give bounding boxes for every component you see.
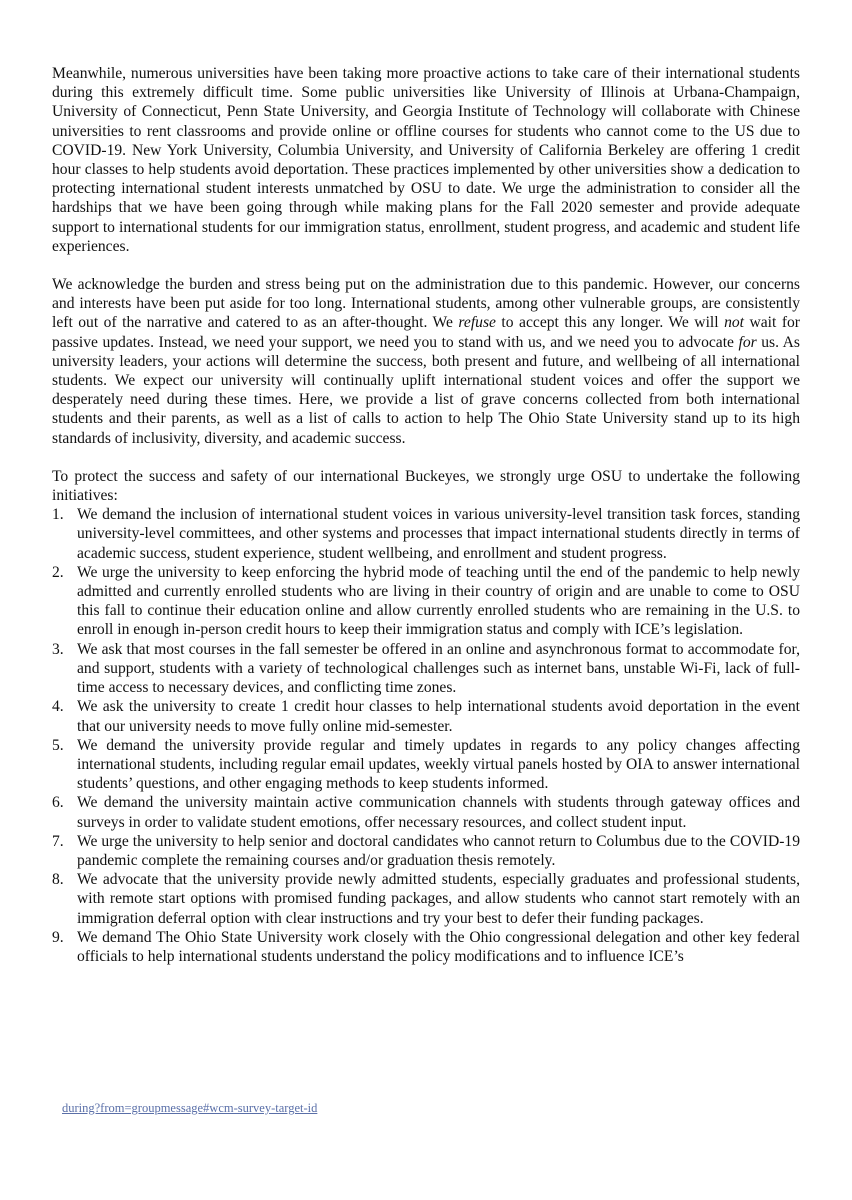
paragraph-text: We acknowledge the burden and stress being put on the administration due to this pandemic. However, our concerns and interests have been put aside for too long. International students, among other vulnerable groups, are consistently left out of the narrative and catered to as an after-thought. We	[52, 276, 800, 332]
list-item-text: We urge the university to keep enforcing the hybrid mode of teaching until the end of the pandemic to help newly admitted and currently enrolled students who are living in their country of origin and are unable to come to OSU this fall to continue their education online and allow currently enrolled students who are remaining in the U.S. to enroll in enough in-person credit hours to keep their immigration status and comply with ICE’s legislation.	[77, 563, 800, 639]
paragraph-text: wait for passive updates. Instead, we need your support, we need you to stand with us, and we need you to advocate	[52, 314, 800, 351]
list-number: 1.	[52, 506, 64, 524]
list-number: 3.	[52, 640, 64, 658]
list-item-text: We urge the university to help senior and doctoral candidates who cannot return to Columbus due to the COVID-19 pandemic complete the remaining courses and/or graduation thesis remotely.	[77, 832, 800, 869]
list-item-text: We demand the university provide regular and timely updates in regards to any policy changes affecting international students, including regular email updates, weekly virtual panels hosted by OIA to answer international students’ questions, and other engaging methods to keep students informed.	[77, 736, 800, 793]
list-item	[52, 736, 800, 794]
paragraph-text: to accept this any longer. We will	[495, 314, 725, 332]
list-item-text: We demand the inclusion of international student voices in various university-level transition task forces, standing university-level committees, and other systems and processes that impact international students directly in terms of academic success, student experience, student wellbeing, and enrollment and student progress.	[77, 506, 800, 562]
list-item	[52, 870, 800, 928]
list-number: 2.	[52, 563, 64, 581]
list-item	[52, 640, 800, 698]
list-item-text: We demand the university maintain active communication channels with students through gateway offices and surveys in order to validate student emotions, offer necessary resources, and collect student input.	[77, 794, 800, 831]
paragraph-universities: Meanwhile, numerous universities have been taking more proactive actions to take care of their international students during this extremely difficult time. Some public universities like University of Illinois at Urbana-Champaign, University of Connecticut, Penn State University, and Georgia Institute of Technology will collaborate with Chinese universities to rent classrooms and provide online or offline courses for students who cannot come to the US due to COVID-19. New York University, Columbia University, and University of California Berkeley are offering 1 credit hour classes to help students avoid deportation. These practices implemented by other universities show a dedication to protecting international student interests unmatched by OSU to date. We urge the administration to consider all the hardships that we have been going through while making plans for the Fall 2020 semester and provide adequate support to international students for our immigration status, enrollment, student progress, and academic and student life experiences.	[52, 65, 800, 255]
list-item-text: We ask the university to create 1 credit hour classes to help international students avoid deportation in the event that our university needs to move fully online mid-semester.	[77, 698, 800, 735]
list-number: 6.	[52, 794, 64, 812]
list-item	[52, 697, 800, 735]
emphasis-refuse: refuse	[458, 314, 496, 332]
list-number: 8.	[52, 871, 64, 889]
list-item	[52, 505, 800, 563]
list-number: 7.	[52, 832, 64, 850]
emphasis-not: not	[724, 314, 744, 332]
paragraph-text: us. As university leaders, your actions will determine the success, both present and future, and wellbeing of all international students. We expect our university will continually uplift international student voices and offer the support we desperately need during these times. Here, we provide a list of grave concerns collected from both international students and their parents, as well as a list of calls to action to help The Ohio State University stand up to its high standards of inclusivity, diversity, and academic success.	[52, 333, 801, 447]
initiatives-list	[52, 505, 800, 966]
list-number: 9.	[52, 928, 64, 946]
list-item-text: We ask that most courses in the fall semester be offered in an online and asynchronous format to accommodate for, and support, students with a variety of technological challenges such as internet bans, unstable Wi-Fi, lack of full-time access to necessary devices, and conflicting time zones.	[77, 640, 800, 697]
list-number: 4.	[52, 698, 64, 716]
list-item	[52, 793, 800, 831]
list-item	[52, 832, 800, 870]
emphasis-for: for	[738, 333, 757, 351]
list-item-text: We demand The Ohio State University work closely with the Ohio congressional delegation and other key federal officials to help international students understand the policy modifications and to influence ICE’s	[77, 928, 800, 965]
list-item	[52, 928, 800, 966]
paragraph-acknowledge	[52, 275, 800, 448]
list-item-text: We advocate that the university provide newly admitted students, especially graduates and professional students, with remote start options with promised funding packages, and allow students who cannot start remotely with an immigration deferral option with clear instructions and try your best to defer their funding packages.	[77, 871, 800, 927]
list-item	[52, 563, 800, 640]
paragraph-intro: To protect the success and safety of our international Buckeyes, we strongly urge OSU to undertake the following initiatives:	[52, 467, 800, 505]
footer-link[interactable]: during?from=groupmessage#wcm-survey-target-id	[62, 1101, 318, 1115]
list-number: 5.	[52, 736, 64, 754]
